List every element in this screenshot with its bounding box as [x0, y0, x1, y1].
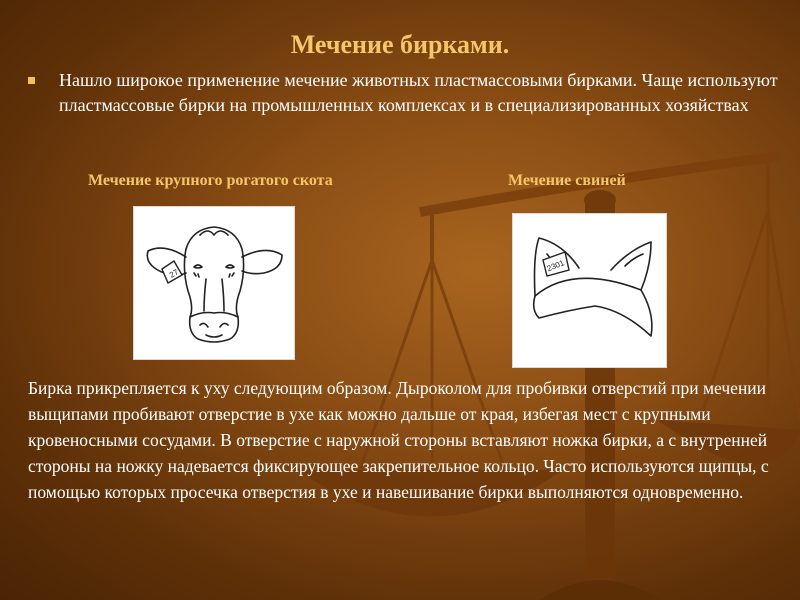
pig-ear-tag: [543, 252, 569, 276]
pig-tag-number: 2301: [545, 258, 566, 274]
cow-head-drawing: [134, 207, 294, 359]
pig-head-drawing: [513, 214, 666, 367]
cattle-tag-number: 27: [167, 267, 181, 280]
description-paragraph: Бирка прикрепляется к уху следующим образом. Дыроколом для пробивки отверстий при мечении выщипами пробивают отверстие в ухе как можно дальше от края, избегая мест с крупными кровеносными сосудами. В отверстие с наружной стороны вставляют ножка бирки, а с внутренней стороны на ножку надевается фиксирующее закрепительное кольцо. Часто используются щипцы, с помощью которых просечка отверстия в ухе и навешивание бирки выполняются одновременно.: [28, 378, 769, 502]
bullet-text: Нашло широкое применение мечение животных пластмассовыми бирками. Чаще используют пластмассовые бирки на промышленных комплексах и в специализированных хозяйствах: [59, 70, 778, 115]
pig-ear-tag-illustration: [512, 213, 667, 368]
cattle-ear-tag-illustration: [133, 206, 295, 360]
bullet-square-icon: [28, 77, 35, 84]
caption-pigs: Мечение свиней: [508, 172, 626, 189]
bullet-item: [28, 68, 788, 118]
caption-cattle: Мечение крупного рогатого скота: [88, 172, 333, 189]
cattle-ear-tag: [162, 261, 182, 283]
slide-title: Мечение бирками.: [290, 30, 510, 59]
